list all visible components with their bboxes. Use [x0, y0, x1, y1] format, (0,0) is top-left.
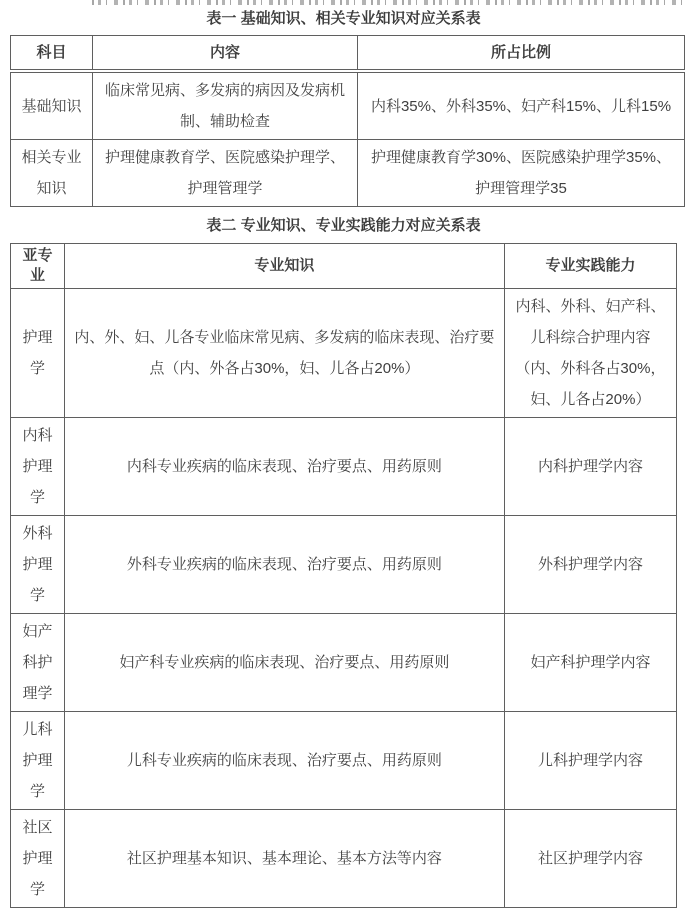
table2-row0-subspecialty: 护理学: [11, 289, 65, 418]
table-professional-knowledge-mapping: [10, 243, 677, 908]
table-row: [11, 289, 677, 418]
table2-row2-subspecialty: 外科护理学: [11, 516, 65, 614]
table2-row4-practice: 儿科护理学内容: [504, 712, 676, 810]
table2-header-row: [11, 244, 677, 289]
table1-row0-subject: 基础知识: [11, 71, 93, 140]
table2-row5-subspecialty: 社区护理学: [11, 810, 65, 908]
table1-row1-subject: 相关专业知识: [11, 140, 93, 207]
table1-row0-content: 临床常见病、多发病的病因及发病机制、辅助检查: [93, 71, 358, 140]
table2-row3-subspecialty: 妇产科护理学: [11, 614, 65, 712]
table-row: [11, 810, 677, 908]
table-row: [11, 614, 677, 712]
table1-title: 表一 基础知识、相关专业知识对应关系表: [206, 10, 481, 27]
table-row: [11, 418, 677, 516]
table1-row1-proportion: 护理健康教育学30%、医院感染护理学35%、护理管理学35: [358, 140, 685, 207]
table-row: [11, 71, 685, 140]
table-row: [11, 516, 677, 614]
table1-header-subject: 科目: [11, 36, 93, 72]
table2-row2-knowledge: 外科专业疾病的临床表现、治疗要点、用药原则: [64, 516, 504, 614]
table-row: [11, 712, 677, 810]
table2-row5-practice: 社区护理学内容: [504, 810, 676, 908]
table2-row4-subspecialty: 儿科护理学: [11, 712, 65, 810]
table2-header-knowledge: 专业知识: [64, 244, 504, 289]
table-basic-knowledge-mapping: [10, 35, 685, 207]
table2-row0-knowledge: 内、外、妇、儿各专业临床常见病、多发病的临床表现、治疗要点（内、外各占30%，妇、儿各占20%）: [64, 289, 504, 418]
table1-row1-content: 护理健康教育学、医院感染护理学、护理管理学: [93, 140, 358, 207]
cropped-text-line: [92, 0, 682, 5]
table2-row0-practice: 内科、外科、妇产科、儿科综合护理内容（内、外科各占30%，妇、儿各占20%）: [504, 289, 676, 418]
table2-row1-knowledge: 内科专业疾病的临床表现、治疗要点、用药原则: [64, 418, 504, 516]
table2-row2-practice: 外科护理学内容: [504, 516, 676, 614]
table2-row5-knowledge: 社区护理基本知识、基本理论、基本方法等内容: [64, 810, 504, 908]
table2-row1-subspecialty: 内科护理学: [11, 418, 65, 516]
table2-row3-practice: 妇产科护理学内容: [504, 614, 676, 712]
table-row: [11, 140, 685, 207]
table1-header-content: 内容: [93, 36, 358, 72]
table2-header-subspecialty: 亚专业: [11, 244, 65, 289]
table2-title: 表二 专业知识、专业实践能力对应关系表: [206, 217, 481, 234]
table1-row0-proportion: 内科35%、外科35%、妇产科15%、儿科15%: [358, 71, 685, 140]
table1-header-proportion: 所占比例: [358, 36, 685, 72]
table1-header-row: [11, 36, 685, 72]
table2-header-practice: 专业实践能力: [504, 244, 676, 289]
table2-row4-knowledge: 儿科专业疾病的临床表现、治疗要点、用药原则: [64, 712, 504, 810]
table2-row3-knowledge: 妇产科专业疾病的临床表现、治疗要点、用药原则: [64, 614, 504, 712]
table2-row1-practice: 内科护理学内容: [504, 418, 676, 516]
